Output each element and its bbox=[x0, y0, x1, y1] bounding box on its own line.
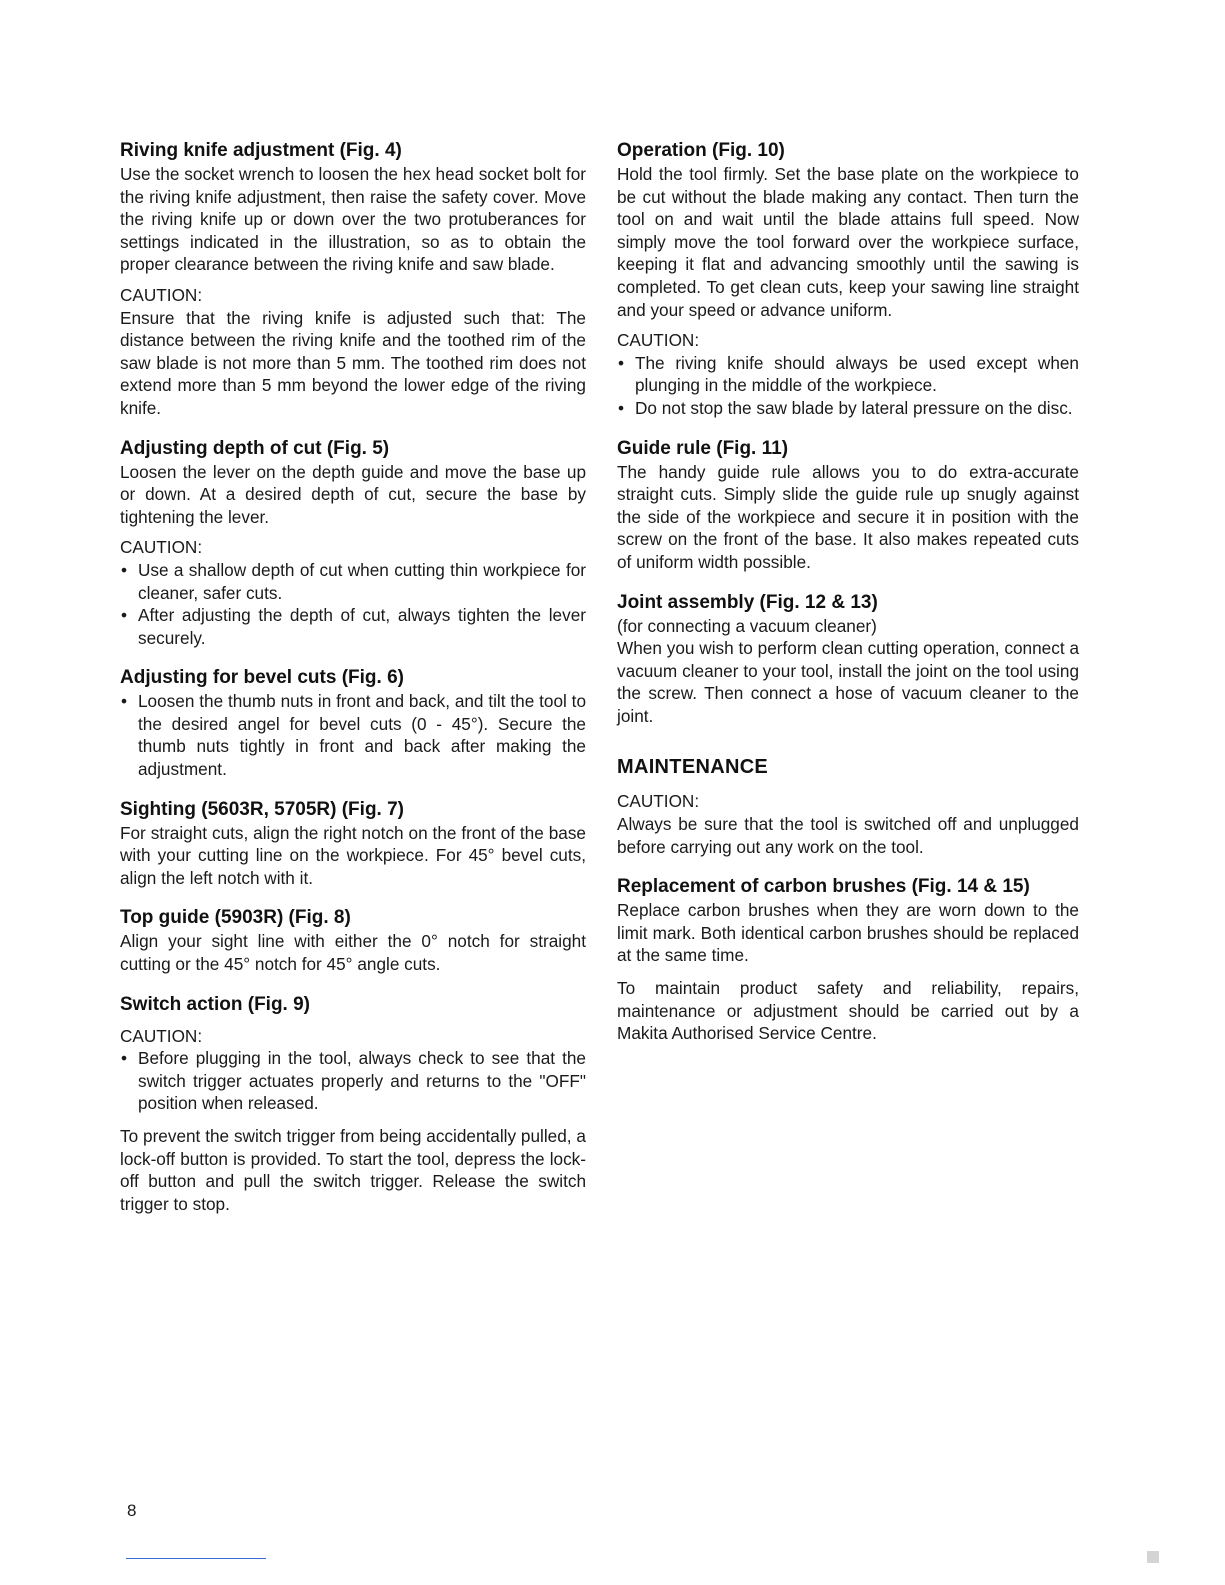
operation-body: Hold the tool firmly. Set the base plate on the workpiece to be cut without the blade making any contact. Then turn the tool on and wait until the blade attains full speed. Now simply move the tool forward over the workpiece surface, keeping it flat and advancing smoothly until the sawing is completed. To get clean cuts, keep your sawing line straight and your speed or advance uniform. bbox=[617, 164, 1079, 320]
riving-knife-caution-label: CAUTION: bbox=[120, 284, 203, 305]
sighting-body: For straight cuts, align the right notch on the front of the base with your cutting line on the workpiece. For 45° bevel cuts, align the left notch with it. bbox=[120, 822, 586, 888]
section-joint-assembly bbox=[617, 590, 1079, 728]
page-number: 8 bbox=[127, 1501, 137, 1520]
section-depth-of-cut bbox=[120, 436, 586, 650]
maintenance-caution-label: CAUTION: bbox=[617, 791, 700, 812]
depth-of-cut-caution-label: CAUTION: bbox=[120, 537, 203, 558]
corner-mark bbox=[1147, 1551, 1159, 1563]
top-guide-body: Align your sight line with either the 0° notch for straight cutting or the 45° notch for 45° angle cuts. bbox=[120, 931, 586, 975]
list-item: • After adjusting the depth of cut, always tighten the lever securely. bbox=[120, 604, 586, 649]
heading-riving-knife: Riving knife adjustment (Fig. 4) bbox=[120, 140, 402, 161]
list-item: • Use a shallow depth of cut when cutting thin workpiece for cleaner, safer cuts. bbox=[120, 559, 586, 604]
riving-knife-caution-text: Ensure that the riving knife is adjusted such that: The distance between the riving knife and the toothed rim of the saw blade is not more than 5 mm. The toothed rim does not extend more than 5 mm beyond the lower edge of the riving knife. bbox=[120, 307, 586, 418]
section-sighting bbox=[120, 797, 586, 890]
heading-bevel-cuts: Adjusting for bevel cuts (Fig. 6) bbox=[120, 667, 404, 689]
joint-assembly-body: When you wish to perform clean cutting operation, connect a vacuum cleaner to your tool, install the joint on the tool using the screw. Then connect a hose of vacuum cleaner to the joint. bbox=[617, 638, 1079, 726]
operation-caution-label: CAUTION: bbox=[617, 330, 700, 351]
heading-sighting: Sighting (5603R, 5705R) (Fig. 7) bbox=[120, 798, 404, 820]
section-top-guide bbox=[120, 905, 586, 975]
section-maintenance bbox=[617, 755, 1079, 858]
section-operation bbox=[617, 138, 1079, 420]
heading-maintenance: MAINTENANCE bbox=[617, 756, 769, 779]
left-column bbox=[120, 138, 586, 1231]
switch-action-caution-label: CAUTION: bbox=[120, 1025, 203, 1046]
heading-top-guide: Top guide (5903R) (Fig. 8) bbox=[120, 907, 351, 929]
list-item: • The riving knife should always be used except when plunging in the middle of the workpiece. bbox=[617, 352, 1079, 397]
depth-of-cut-caution-list bbox=[120, 559, 586, 649]
section-switch-action bbox=[120, 992, 586, 1216]
right-column bbox=[617, 138, 1079, 1061]
list-item: • Do not stop the saw blade by lateral pressure on the disc. bbox=[617, 397, 1079, 420]
section-bevel-cuts bbox=[120, 665, 586, 780]
heading-guide-rule: Guide rule (Fig. 11) bbox=[617, 437, 789, 459]
guide-rule-body: The handy guide rule allows you to do extra-accurate straight cuts. Simply slide the guide rule up snugly against the side of the workpiece and secure it in position with the screw on the front of the base. It also makes repeated cuts of uniform width possible. bbox=[617, 461, 1079, 572]
operation-caution-list bbox=[617, 352, 1079, 420]
depth-of-cut-body: Loosen the lever on the depth guide and move the base up or down. At a desired depth of cut, secure the base by tightening the lever. bbox=[120, 461, 586, 527]
list-item: • Before plugging in the tool, always check to see that the switch trigger actuates properly and returns to the "OFF" position when released. bbox=[120, 1047, 586, 1115]
riving-knife-body: Use the socket wrench to loosen the hex head socket bolt for the riving knife adjustment, then raise the safety cover. Move the riving knife up or down over the two protuberances for settings indicated in the illustration, so as to obtain the proper clearance between the riving knife and saw blade. bbox=[120, 164, 586, 275]
section-carbon-brushes bbox=[617, 874, 1079, 1045]
heading-joint-assembly: Joint assembly (Fig. 12 & 13) bbox=[617, 591, 878, 613]
maintenance-body: Always be sure that the tool is switched off and unplugged before carrying out any work on the tool. bbox=[617, 814, 1079, 857]
heading-depth-of-cut: Adjusting depth of cut (Fig. 5) bbox=[120, 437, 390, 459]
joint-assembly-subtitle: (for connecting a vacuum cleaner) bbox=[617, 615, 877, 636]
list-item: • Loosen the thumb nuts in front and back, and tilt the tool to the desired angel for bevel cuts (0 - 45°). Secure the thumb nuts tightly in front and back after making the adjustment. bbox=[120, 690, 586, 780]
heading-carbon-brushes: Replacement of carbon brushes (Fig. 14 & 15) bbox=[617, 876, 1030, 898]
switch-action-caution-list bbox=[120, 1047, 586, 1115]
carbon-brushes-service-note: To maintain product safety and reliability, repairs, maintenance or adjustment should be carried out by a Makita Authorised Service Centre. bbox=[617, 978, 1079, 1044]
heading-operation: Operation (Fig. 10) bbox=[617, 140, 785, 161]
footer-rule bbox=[126, 1558, 266, 1559]
heading-switch-action: Switch action (Fig. 9) bbox=[120, 993, 311, 1015]
bevel-cuts-list bbox=[120, 690, 586, 780]
switch-action-body: To prevent the switch trigger from being accidentally pulled, a lock-off button is provided. To start the tool, depress the lock-off button and pull the switch trigger. Release the switch trigger to stop. bbox=[120, 1126, 586, 1214]
section-riving-knife bbox=[120, 138, 586, 420]
carbon-brushes-body: Replace carbon brushes when they are worn down to the limit mark. Both identical carbon brushes should be replaced at the same time. bbox=[617, 900, 1079, 966]
section-guide-rule bbox=[617, 436, 1079, 574]
